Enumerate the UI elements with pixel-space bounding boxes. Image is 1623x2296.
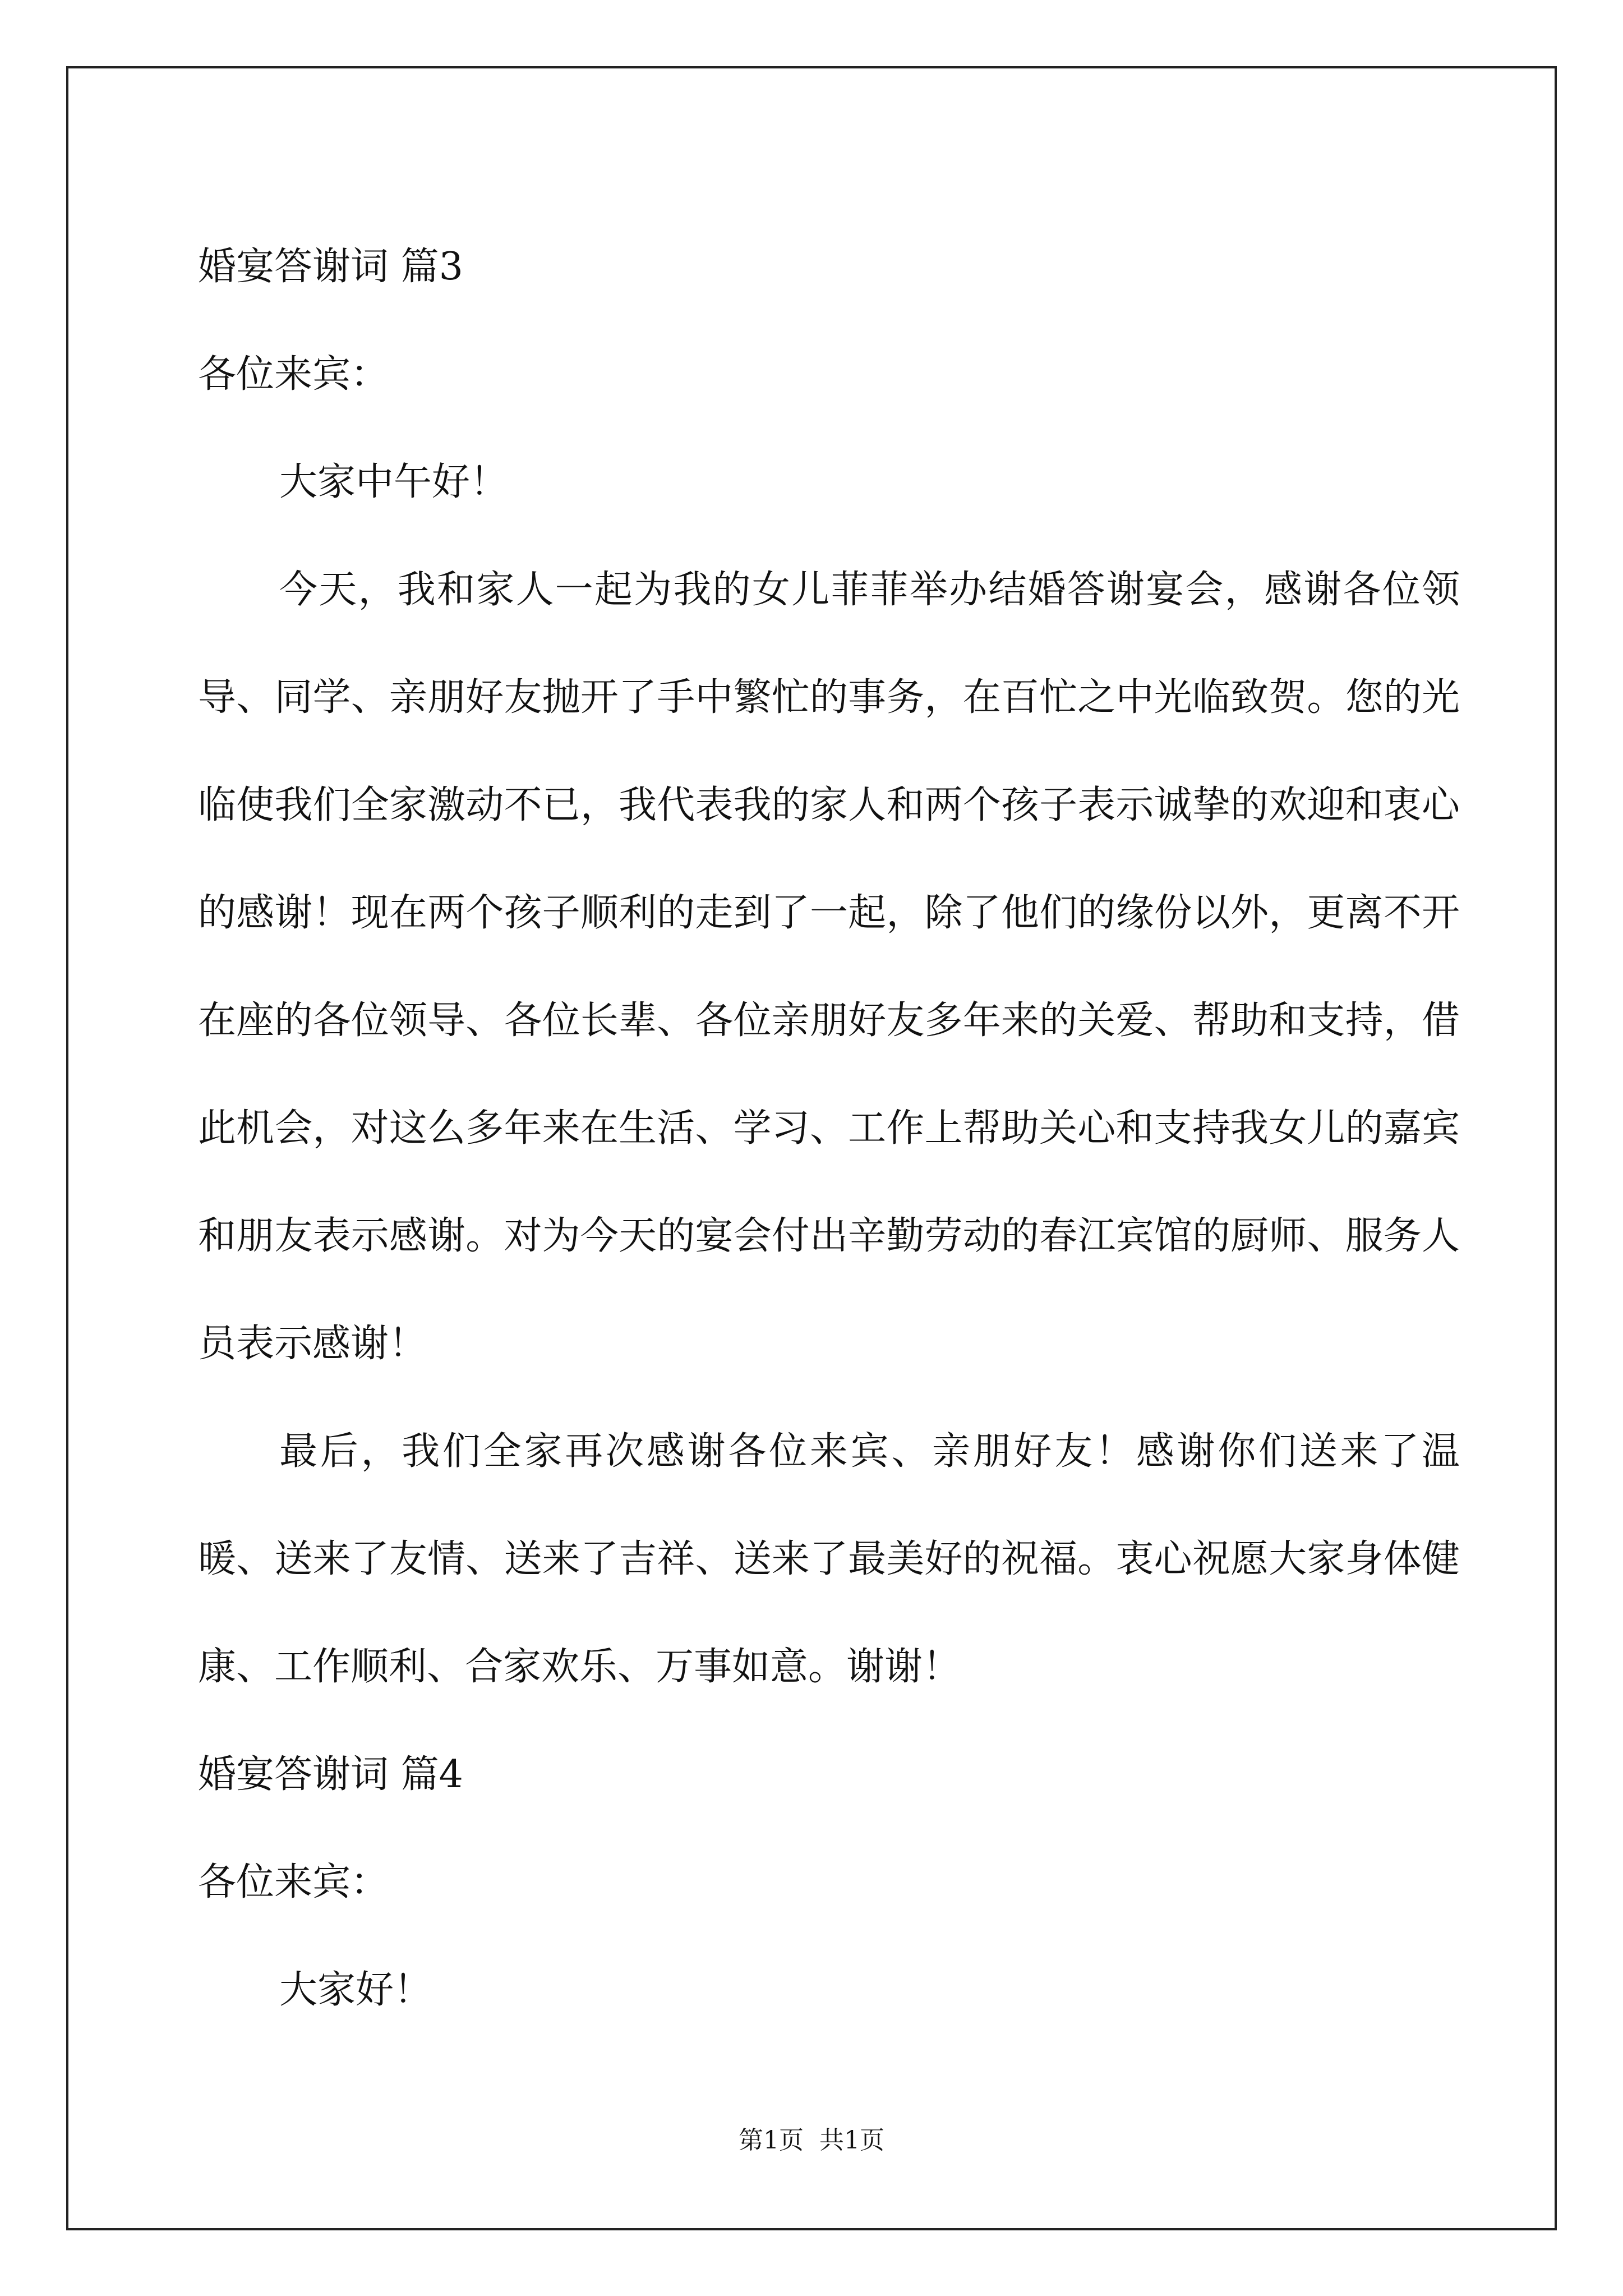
- section-3-salutation: 各位来宾：: [198, 352, 389, 397]
- section-4-greeting: 大家好！: [279, 1968, 432, 2012]
- section-3-paragraph-2: 最后，我们全家再次感谢各位来宾、亲朋好友！感谢你们送来了温暖、送来了友情、送来了吉祥、送来了最美好的祝福。衷心祝愿大家身体健康、工作顺利、合家欢乐、万事如意。谢谢！: [198, 1429, 1460, 1689]
- section-3-heading: 婚宴答谢词 篇3: [198, 245, 463, 289]
- section-3-paragraph-1: 今天，我和家人一起为我的女儿菲菲举办结婚答谢宴会，感谢各位领导、同学、亲朋好友抛开了手中繁忙的事务，在百忙之中光临致贺。您的光临使我们全家激动不已，我代表我的家人和两个孩子表示诚挚的欢迎和衷心的感谢！现在两个孩子顺利的走到了一起，除了他们的缘份以外，更离不开在座的各位领导、各位长辈、各位亲朋好友多年来的关爱、帮助和支持，借此机会，对这么多年来在生活、学习、工作上帮助关心和支持我女儿的嘉宾和朋友表示感谢。对为今天的宴会付出辛勤劳动的春江宾馆的厨师、服务人员表示感谢！: [198, 568, 1460, 1366]
- section-4-heading: 婚宴答谢词 篇4: [198, 1752, 463, 1797]
- page-number-label: 第1页 共1页: [739, 2126, 884, 2155]
- section-3-greeting: 大家中午好！: [279, 460, 509, 504]
- page-footer: [0, 2124, 1623, 2157]
- section-4-salutation: 各位来宾：: [198, 1860, 389, 1904]
- document-body: [198, 213, 1460, 2044]
